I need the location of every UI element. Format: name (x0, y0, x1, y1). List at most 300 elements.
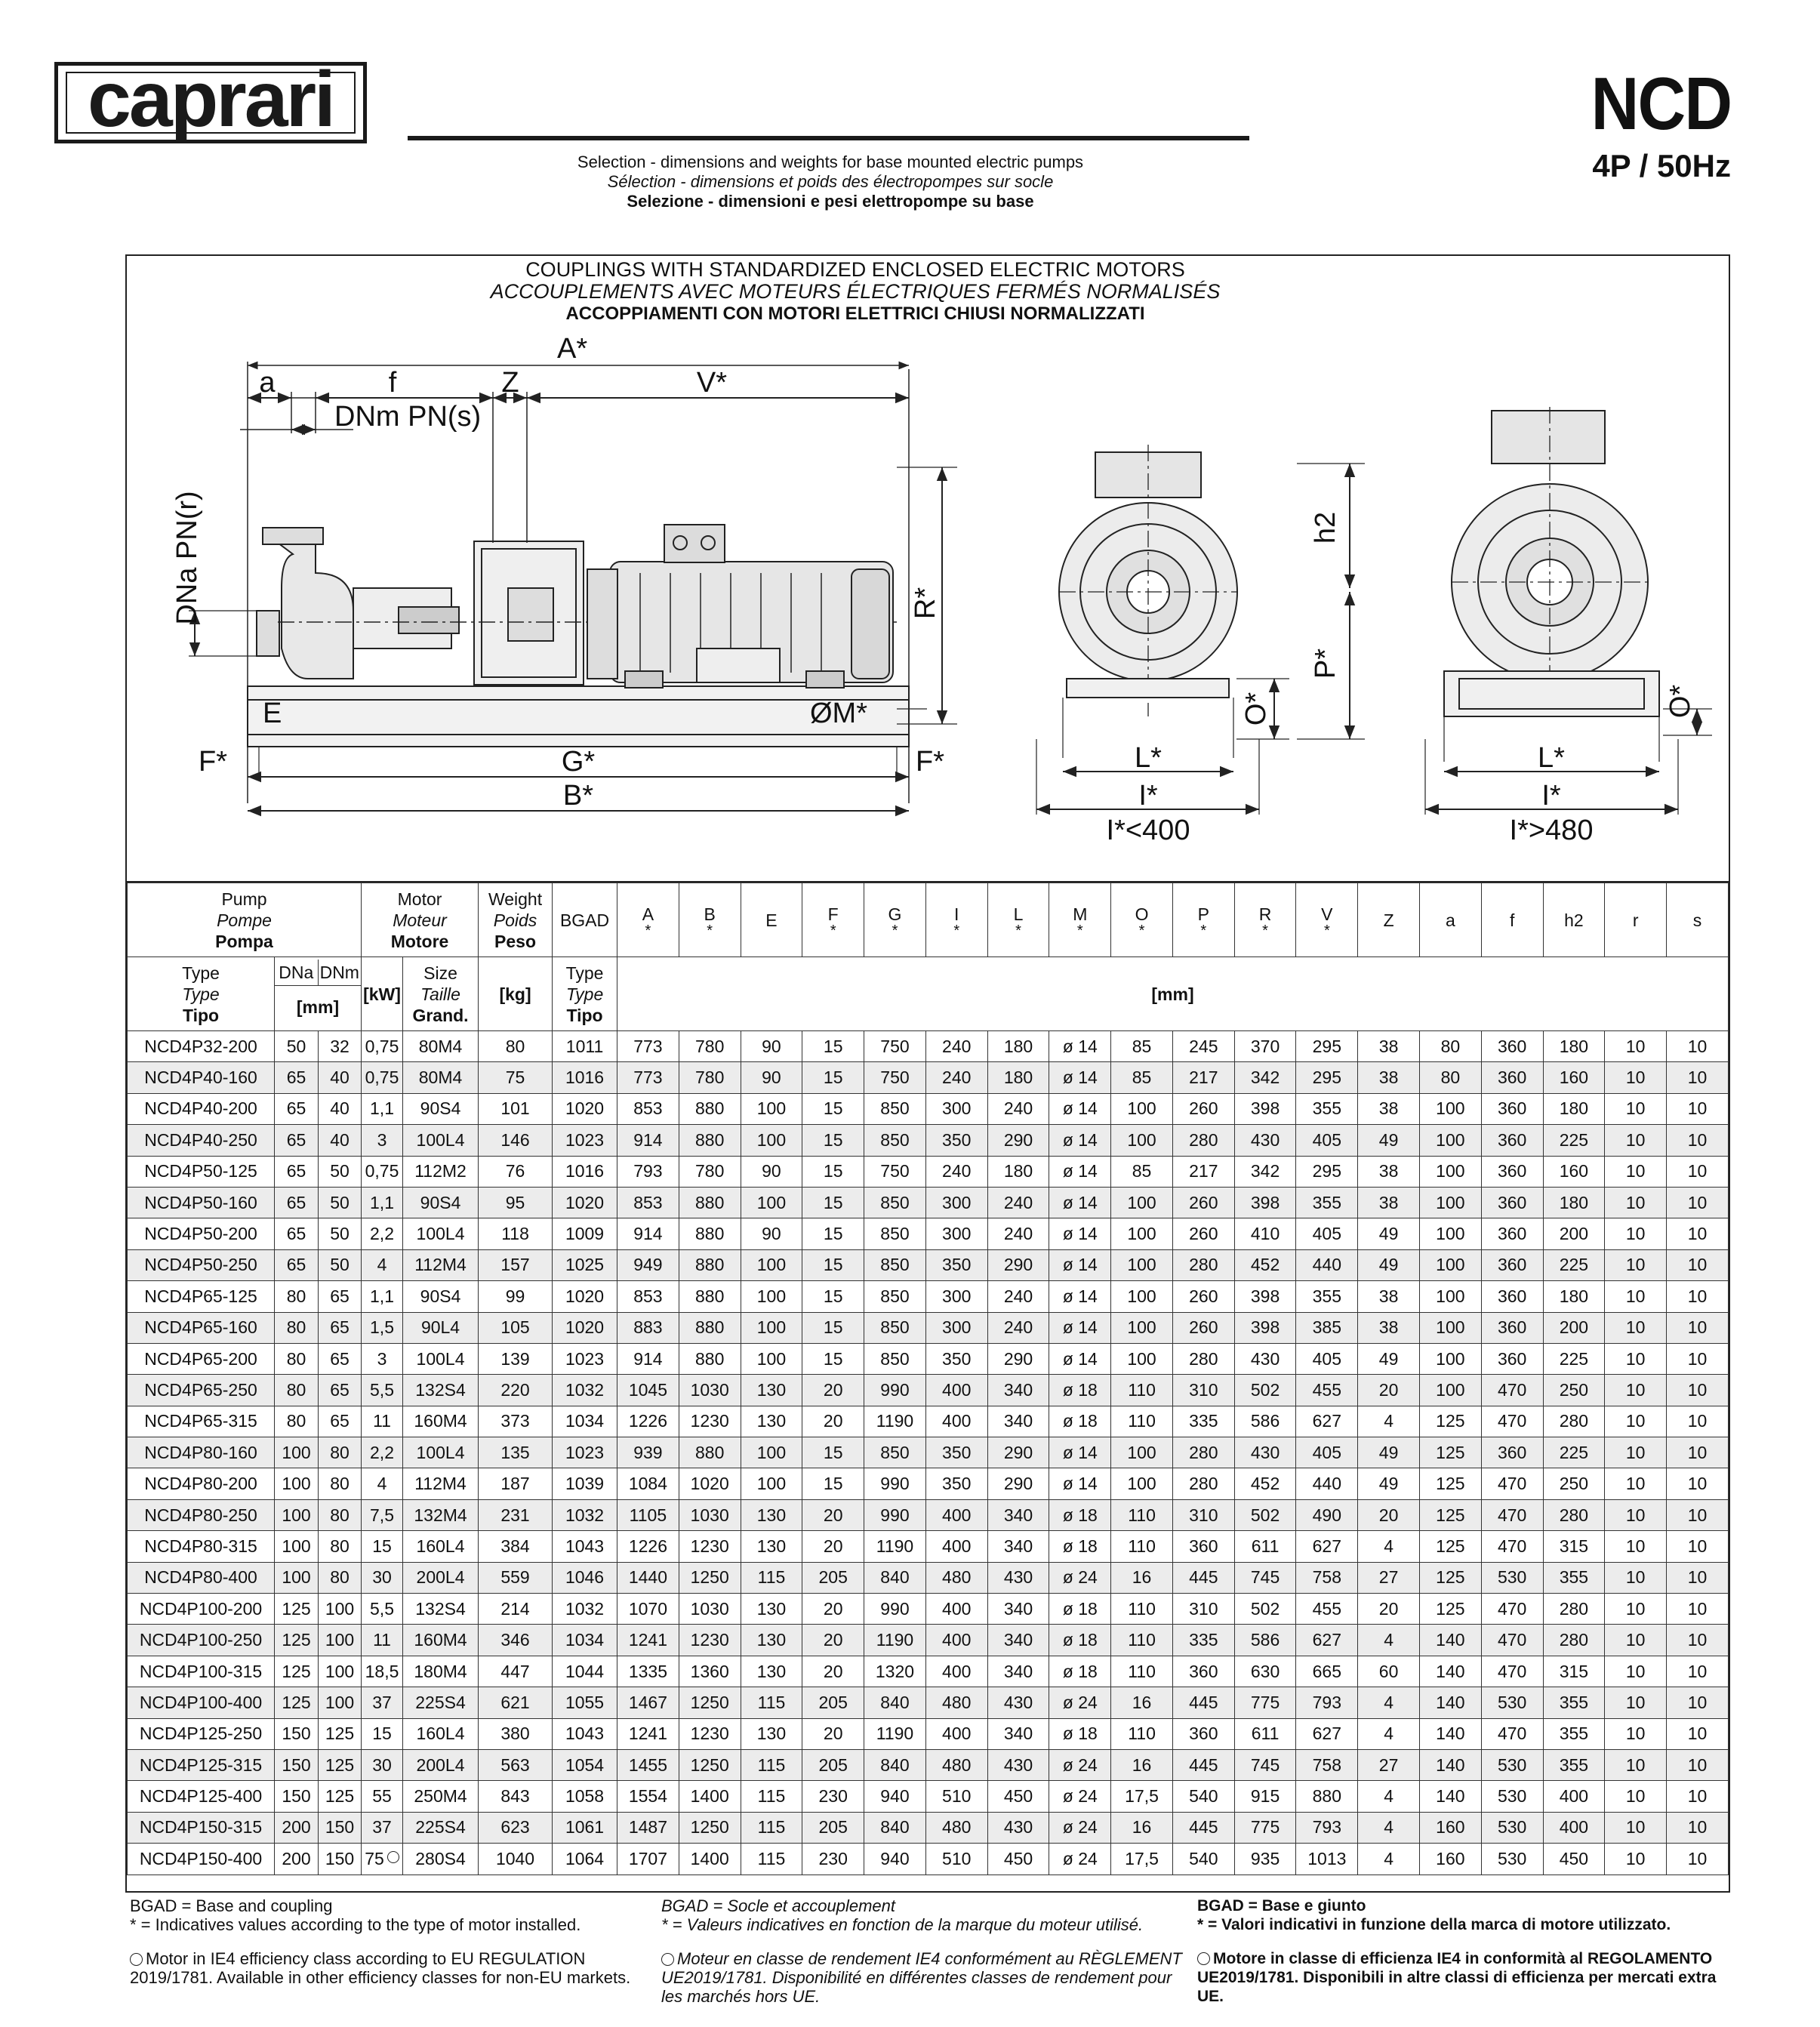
cell-type: NCD4P50-125 (128, 1156, 275, 1187)
cell-s: 10 (1667, 1844, 1729, 1875)
header-dim-L: L * (987, 883, 1049, 957)
table-row (128, 1312, 1729, 1343)
cell-P: 335 (1172, 1625, 1234, 1656)
header-size: Size Taille Grand. (403, 957, 479, 1031)
cell-h2: 160 (1543, 1062, 1605, 1093)
cell-M: ø 14 (1049, 1437, 1111, 1468)
cell-s: 10 (1667, 1093, 1729, 1124)
cell-V: 295 (1296, 1156, 1358, 1187)
drawing-section (127, 256, 1729, 883)
cell-G: 750 (864, 1062, 926, 1093)
cell-dnm: 80 (319, 1437, 362, 1468)
cell-weight: 118 (479, 1218, 553, 1249)
header-dim-B: B * (679, 883, 741, 957)
cell-B: 1020 (679, 1468, 741, 1499)
label-A: A* (557, 333, 588, 365)
cell-h2: 450 (1543, 1844, 1605, 1875)
cell-M: ø 18 (1049, 1375, 1111, 1406)
cell-a: 140 (1419, 1749, 1481, 1780)
cell-dnm: 100 (319, 1625, 362, 1656)
cell-R: 775 (1234, 1812, 1296, 1843)
table-row (128, 1531, 1729, 1562)
cell-O: 110 (1111, 1656, 1173, 1687)
cell-I: 400 (925, 1594, 987, 1625)
cell-V: 295 (1296, 1062, 1358, 1093)
cell-R: 342 (1234, 1156, 1296, 1187)
table-row (128, 1499, 1729, 1530)
cell-r: 10 (1605, 1281, 1667, 1312)
cell-M: ø 14 (1049, 1093, 1111, 1124)
cell-bgad: 1032 (553, 1499, 617, 1530)
cell-B: 780 (679, 1031, 741, 1062)
ie4-circle-icon (661, 1953, 674, 1966)
cell-R: 586 (1234, 1406, 1296, 1437)
cell-kw: 2,2 (362, 1218, 403, 1249)
cell-size: 100L4 (403, 1437, 479, 1468)
note-it-bgad: BGAD = Base e giunto (1197, 1897, 1366, 1915)
label-B: B* (562, 780, 594, 812)
header-dim-f: f (1481, 883, 1543, 957)
cell-A: 1440 (617, 1562, 679, 1593)
cell-s: 10 (1667, 1687, 1729, 1718)
cell-P: 280 (1172, 1468, 1234, 1499)
cell-s: 10 (1667, 1218, 1729, 1249)
cell-V: 385 (1296, 1312, 1358, 1343)
footnotes-en (130, 1896, 651, 1987)
cell-Z: 4 (1358, 1531, 1420, 1562)
header-subtitle (408, 152, 1253, 211)
cell-f: 360 (1481, 1343, 1543, 1374)
cell-r: 10 (1605, 1062, 1667, 1093)
cell-f: 360 (1481, 1062, 1543, 1093)
cell-a: 125 (1419, 1468, 1481, 1499)
cell-O: 110 (1111, 1499, 1173, 1530)
cell-kw: 4 (362, 1249, 403, 1280)
cell-a: 100 (1419, 1343, 1481, 1374)
cell-V: 405 (1296, 1437, 1358, 1468)
cell-E: 100 (741, 1343, 802, 1374)
cell-B: 1360 (679, 1656, 741, 1687)
cell-L: 240 (987, 1218, 1049, 1249)
table-row (128, 1625, 1729, 1656)
cell-V: 880 (1296, 1781, 1358, 1812)
cell-O: 110 (1111, 1594, 1173, 1625)
cell-G: 1190 (864, 1625, 926, 1656)
cell-weight: 1040 (479, 1844, 553, 1875)
cell-A: 793 (617, 1156, 679, 1187)
cell-F: 15 (802, 1125, 864, 1156)
subtitle-en: Selection - dimensions and weights for base mounted electric pumps (577, 152, 1084, 171)
cell-V: 440 (1296, 1468, 1358, 1499)
cell-V: 758 (1296, 1749, 1358, 1780)
cell-E: 90 (741, 1156, 802, 1187)
cell-s: 10 (1667, 1125, 1729, 1156)
cell-V: 627 (1296, 1625, 1358, 1656)
cell-O: 16 (1111, 1562, 1173, 1593)
cell-B: 1250 (679, 1687, 741, 1718)
label-V: V* (696, 367, 728, 399)
cell-R: 398 (1234, 1281, 1296, 1312)
cell-r: 10 (1605, 1125, 1667, 1156)
cell-G: 850 (864, 1249, 926, 1280)
cell-R: 611 (1234, 1718, 1296, 1749)
cell-E: 115 (741, 1844, 802, 1875)
cell-P: 280 (1172, 1249, 1234, 1280)
cell-M: ø 14 (1049, 1187, 1111, 1218)
cell-weight: 220 (479, 1375, 553, 1406)
cell-r: 10 (1605, 1625, 1667, 1656)
cell-kw: 15 (362, 1531, 403, 1562)
cell-L: 340 (987, 1594, 1049, 1625)
cell-L: 240 (987, 1312, 1049, 1343)
cell-F: 20 (802, 1656, 864, 1687)
cell-size: 90L4 (403, 1312, 479, 1343)
cell-G: 750 (864, 1156, 926, 1187)
cell-h2: 280 (1543, 1625, 1605, 1656)
cell-type: NCD4P50-160 (128, 1187, 275, 1218)
cell-B: 880 (679, 1187, 741, 1218)
cell-Z: 4 (1358, 1406, 1420, 1437)
cell-R: 630 (1234, 1656, 1296, 1687)
cell-V: 405 (1296, 1125, 1358, 1156)
cell-h2: 355 (1543, 1687, 1605, 1718)
cell-E: 130 (741, 1406, 802, 1437)
cell-F: 205 (802, 1687, 864, 1718)
cell-dna: 65 (275, 1062, 319, 1093)
cell-type: NCD4P40-200 (128, 1093, 275, 1124)
cell-r: 10 (1605, 1312, 1667, 1343)
cell-dna: 125 (275, 1687, 319, 1718)
cell-dnm: 40 (319, 1062, 362, 1093)
cell-O: 100 (1111, 1187, 1173, 1218)
cell-r: 10 (1605, 1656, 1667, 1687)
label-E: E (263, 698, 282, 729)
cell-O: 100 (1111, 1218, 1173, 1249)
cell-type: NCD4P65-125 (128, 1281, 275, 1312)
cell-O: 100 (1111, 1343, 1173, 1374)
cell-E: 90 (741, 1218, 802, 1249)
table-row (128, 1249, 1729, 1280)
cell-dna: 100 (275, 1531, 319, 1562)
cell-weight: 101 (479, 1093, 553, 1124)
cell-P: 260 (1172, 1312, 1234, 1343)
cell-a: 125 (1419, 1531, 1481, 1562)
cell-h2: 180 (1543, 1031, 1605, 1062)
cell-f: 470 (1481, 1468, 1543, 1499)
cell-A: 773 (617, 1062, 679, 1093)
cell-kw: 30 (362, 1562, 403, 1593)
cell-weight: 76 (479, 1156, 553, 1187)
cell-I: 240 (925, 1156, 987, 1187)
cell-r: 10 (1605, 1562, 1667, 1593)
cell-dna: 125 (275, 1625, 319, 1656)
table-row (128, 1844, 1729, 1875)
cell-I: 480 (925, 1687, 987, 1718)
cell-s: 10 (1667, 1187, 1729, 1218)
label-I-right: I* (1541, 780, 1561, 812)
cell-dna: 100 (275, 1562, 319, 1593)
cell-B: 1230 (679, 1531, 741, 1562)
cell-f: 530 (1481, 1812, 1543, 1843)
header-type: Type Type Tipo (128, 957, 275, 1031)
cell-dnm: 80 (319, 1562, 362, 1593)
cell-B: 1030 (679, 1594, 741, 1625)
label-F-right: F* (916, 746, 944, 778)
cell-dnm: 65 (319, 1406, 362, 1437)
cell-B: 880 (679, 1249, 741, 1280)
cell-bgad: 1016 (553, 1156, 617, 1187)
cell-G: 850 (864, 1093, 926, 1124)
cell-type: NCD4P50-200 (128, 1218, 275, 1249)
cell-I: 400 (925, 1656, 987, 1687)
cell-weight: 621 (479, 1687, 553, 1718)
cell-F: 15 (802, 1156, 864, 1187)
cell-s: 10 (1667, 1531, 1729, 1562)
label-F-left: F* (199, 746, 227, 778)
cell-I: 350 (925, 1343, 987, 1374)
cell-F: 205 (802, 1562, 864, 1593)
cell-type: NCD4P125-400 (128, 1781, 275, 1812)
cell-P: 245 (1172, 1031, 1234, 1062)
cell-type: NCD4P100-250 (128, 1625, 275, 1656)
cell-dnm: 125 (319, 1718, 362, 1749)
cell-I: 350 (925, 1125, 987, 1156)
cell-I: 240 (925, 1031, 987, 1062)
cell-P: 360 (1172, 1531, 1234, 1562)
cell-R: 915 (1234, 1781, 1296, 1812)
cell-A: 1241 (617, 1625, 679, 1656)
cell-weight: 80 (479, 1031, 553, 1062)
cell-weight: 231 (479, 1499, 553, 1530)
cell-bgad: 1020 (553, 1312, 617, 1343)
cell-E: 100 (741, 1468, 802, 1499)
cell-M: ø 24 (1049, 1749, 1111, 1780)
cell-E: 90 (741, 1031, 802, 1062)
cell-R: 502 (1234, 1375, 1296, 1406)
cell-f: 530 (1481, 1562, 1543, 1593)
cell-a: 100 (1419, 1218, 1481, 1249)
cell-a: 160 (1419, 1812, 1481, 1843)
cell-bgad: 1046 (553, 1562, 617, 1593)
product-frequency: 4P / 50Hz (1592, 148, 1731, 183)
cell-Z: 20 (1358, 1375, 1420, 1406)
header-dn (275, 957, 362, 1031)
header-dim-M: M * (1049, 883, 1111, 957)
cell-dna: 200 (275, 1812, 319, 1843)
cell-F: 15 (802, 1437, 864, 1468)
cell-s: 10 (1667, 1343, 1729, 1374)
cell-E: 100 (741, 1312, 802, 1343)
cell-bgad: 1064 (553, 1844, 617, 1875)
cell-Z: 4 (1358, 1844, 1420, 1875)
cell-s: 10 (1667, 1749, 1729, 1780)
cell-Z: 4 (1358, 1625, 1420, 1656)
cell-dnm: 50 (319, 1156, 362, 1187)
cell-M: ø 18 (1049, 1531, 1111, 1562)
cell-M: ø 18 (1049, 1499, 1111, 1530)
cell-B: 1230 (679, 1406, 741, 1437)
cell-Z: 4 (1358, 1718, 1420, 1749)
cell-size: 80M4 (403, 1031, 479, 1062)
cell-kw: 0,75 (362, 1062, 403, 1093)
label-G: G* (561, 746, 596, 778)
cell-kw: 1,1 (362, 1281, 403, 1312)
cell-A: 853 (617, 1187, 679, 1218)
cell-G: 840 (864, 1812, 926, 1843)
cell-size: 200L4 (403, 1749, 479, 1780)
cell-a: 125 (1419, 1562, 1481, 1593)
cell-h2: 200 (1543, 1218, 1605, 1249)
label-Z: Z (501, 367, 519, 399)
cell-O: 100 (1111, 1125, 1173, 1156)
drawing-title-fr: ACCOUPLEMENTS AVEC MOTEURS ÉLECTRIQUES FERMÉS NORMALISÉS (490, 280, 1221, 303)
cell-V: 627 (1296, 1531, 1358, 1562)
cell-O: 85 (1111, 1062, 1173, 1093)
cell-B: 880 (679, 1218, 741, 1249)
cell-Z: 27 (1358, 1749, 1420, 1780)
cell-A: 1226 (617, 1406, 679, 1437)
cell-a: 125 (1419, 1499, 1481, 1530)
drawing-title-en: COUPLINGS WITH STANDARDIZED ENCLOSED ELECTRIC MOTORS (525, 258, 1185, 281)
cell-type: NCD4P150-400 (128, 1844, 275, 1875)
cell-bgad: 1032 (553, 1375, 617, 1406)
cell-size: 90S4 (403, 1093, 479, 1124)
table-row (128, 1343, 1729, 1374)
header-dim-E: E (741, 883, 802, 957)
header-dim-a: a (1419, 883, 1481, 957)
cell-M: ø 24 (1049, 1812, 1111, 1843)
cell-R: 586 (1234, 1625, 1296, 1656)
cell-P: 280 (1172, 1437, 1234, 1468)
cell-I: 480 (925, 1562, 987, 1593)
cell-type: NCD4P40-250 (128, 1125, 275, 1156)
cell-s: 10 (1667, 1062, 1729, 1093)
table-row (128, 1031, 1729, 1062)
subtitle-fr: Sélection - dimensions et poids des électropompes sur socle (607, 172, 1054, 191)
footnotes-fr (661, 1896, 1190, 2006)
cell-r: 10 (1605, 1218, 1667, 1249)
cell-h2: 280 (1543, 1594, 1605, 1625)
cell-P: 260 (1172, 1093, 1234, 1124)
cell-dna: 65 (275, 1125, 319, 1156)
cell-kw: 3 (362, 1125, 403, 1156)
header-dim-A: A * (617, 883, 679, 957)
ie4-circle-icon (130, 1953, 143, 1966)
cell-R: 398 (1234, 1093, 1296, 1124)
label-L-mid: L* (1135, 742, 1162, 774)
cell-size: 160L4 (403, 1531, 479, 1562)
cell-h2: 225 (1543, 1249, 1605, 1280)
cell-M: ø 14 (1049, 1125, 1111, 1156)
cell-dna: 80 (275, 1343, 319, 1374)
cell-O: 85 (1111, 1156, 1173, 1187)
cell-E: 130 (741, 1656, 802, 1687)
cell-bgad: 1023 (553, 1437, 617, 1468)
cell-kw: 0,75 (362, 1156, 403, 1187)
cell-f: 360 (1481, 1281, 1543, 1312)
cell-s: 10 (1667, 1281, 1729, 1312)
cell-P: 280 (1172, 1125, 1234, 1156)
cell-Z: 4 (1358, 1781, 1420, 1812)
cell-dna: 80 (275, 1281, 319, 1312)
cell-size: 225S4 (403, 1812, 479, 1843)
cell-weight: 559 (479, 1562, 553, 1593)
cell-R: 430 (1234, 1437, 1296, 1468)
cell-P: 445 (1172, 1687, 1234, 1718)
cell-size: 280S4 (403, 1844, 479, 1875)
cell-Z: 49 (1358, 1468, 1420, 1499)
cell-F: 20 (802, 1625, 864, 1656)
cell-V: 793 (1296, 1812, 1358, 1843)
cell-type: NCD4P65-160 (128, 1312, 275, 1343)
cell-O: 100 (1111, 1437, 1173, 1468)
cell-bgad: 1034 (553, 1406, 617, 1437)
cell-size: 100L4 (403, 1343, 479, 1374)
cell-F: 15 (802, 1468, 864, 1499)
cell-bgad: 1023 (553, 1125, 617, 1156)
cell-dnm: 80 (319, 1468, 362, 1499)
cell-M: ø 14 (1049, 1062, 1111, 1093)
cell-V: 355 (1296, 1281, 1358, 1312)
cell-O: 16 (1111, 1749, 1173, 1780)
table-row (128, 1156, 1729, 1187)
cell-s: 10 (1667, 1375, 1729, 1406)
cell-size: 160M4 (403, 1406, 479, 1437)
cell-type: NCD4P65-200 (128, 1343, 275, 1374)
cell-E: 90 (741, 1062, 802, 1093)
cell-size: 112M4 (403, 1468, 479, 1499)
cell-A: 1241 (617, 1718, 679, 1749)
cell-I: 300 (925, 1312, 987, 1343)
cell-L: 340 (987, 1718, 1049, 1749)
cell-V: 455 (1296, 1594, 1358, 1625)
cell-type: NCD4P80-315 (128, 1531, 275, 1562)
cell-E: 115 (741, 1781, 802, 1812)
cell-f: 470 (1481, 1625, 1543, 1656)
table-row (128, 1468, 1729, 1499)
cell-a: 80 (1419, 1062, 1481, 1093)
cell-M: ø 18 (1049, 1406, 1111, 1437)
brand-logo (54, 56, 367, 143)
table-row (128, 1187, 1729, 1218)
cell-dnm: 100 (319, 1656, 362, 1687)
cell-M: ø 24 (1049, 1844, 1111, 1875)
drawing-title-it: ACCOPPIAMENTI CON MOTORI ELETTRICI CHIUSI NORMALIZZATI (565, 303, 1145, 324)
cell-h2: 315 (1543, 1531, 1605, 1562)
cell-bgad: 1025 (553, 1249, 617, 1280)
cell-r: 10 (1605, 1031, 1667, 1062)
label-DNa: DNa PN(r) (171, 491, 203, 625)
cell-h2: 400 (1543, 1781, 1605, 1812)
cell-h2: 180 (1543, 1093, 1605, 1124)
cell-B: 1230 (679, 1625, 741, 1656)
cell-f: 530 (1481, 1781, 1543, 1812)
cell-weight: 623 (479, 1812, 553, 1843)
cell-Z: 38 (1358, 1062, 1420, 1093)
cell-dnm: 80 (319, 1499, 362, 1530)
cell-Z: 20 (1358, 1499, 1420, 1530)
cell-h2: 200 (1543, 1312, 1605, 1343)
cell-F: 15 (802, 1031, 864, 1062)
cell-B: 1250 (679, 1749, 741, 1780)
cell-F: 230 (802, 1844, 864, 1875)
header-dim-O: O * (1111, 883, 1173, 957)
cell-A: 1335 (617, 1656, 679, 1687)
cell-bgad: 1054 (553, 1749, 617, 1780)
note-en-star: * = Indicatives values according to the type of motor installed. (130, 1915, 581, 1934)
cell-f: 360 (1481, 1312, 1543, 1343)
pump-volute (278, 543, 353, 679)
